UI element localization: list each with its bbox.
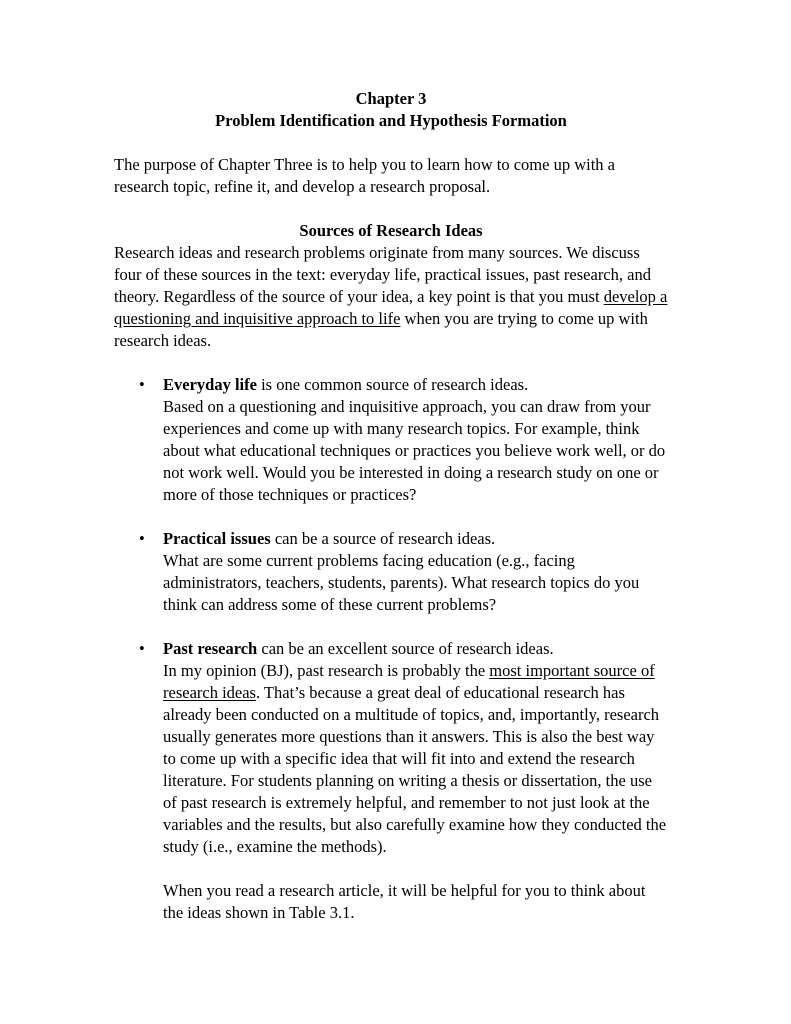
bullet-lead-line [163,374,668,396]
closing-paragraph: When you read a research article, it will be helpful for you to think about the ideas shown in Table 3.1. [163,881,646,922]
spacer-after-title [114,132,668,154]
bullet-lead-line [163,638,668,660]
bullet-body-text: What are some current problems facing education (e.g., facing administrators, teachers, students, parents). What research topics do you think can address some of these current problems? [163,551,640,614]
overview-text-part1: Research ideas and research problems originate from many sources. We discuss four of these sources in the text: everyday life, practical issues, past research, and theory. Regardless of the source of your idea, a key point is that you must [114,243,651,306]
bullet-lead-bold: Past research [163,639,258,658]
bullet-lead-rest: can be an excellent source of research ideas. [257,639,554,658]
chapter-title-line-1: Chapter 3 [355,89,427,108]
document-content [114,88,668,924]
intro-paragraph: The purpose of Chapter Three is to help you to learn how to come up with a research topic, refine it, and develop a research proposal. [114,155,615,196]
chapter-title-line-2: Problem Identification and Hypothesis Formation [215,111,567,130]
bullet-body-part2: . That’s because a great deal of educational research has already been conducted on a multitude of topics, and, importantly, research usually generates more questions than it answers. This is also the best way to come up with a specific idea that will fit into and extend the research literature. For students planning on writing a thesis or dissertation, the use of past research is extremely helpful, and remember to not just look at the variables and the results, but also carefully examine how they conducted the study (i.e., examine the methods). [163,683,667,856]
bullet-body-text: Based on a questioning and inquisitive approach, you can draw from your experiences and come up with many research topics. For example, think about what educational techniques or practices you believe work well, or do not work well. Would you be interested in doing a research study on one or more of those techniques or practices? [163,397,666,504]
list-item [114,638,668,858]
bullet-lead-rest: is one common source of research ideas. [256,375,529,394]
bullet-body-underlined-phrase: most important source of research ideas [163,661,655,702]
bullet-body-text [163,660,668,858]
section-heading-sources: Sources of Research Ideas [299,221,483,240]
bullet-body-part1: In my opinion (BJ), past research is probably the [163,661,490,680]
overview-text-part2: when you are trying to come up with research ideas. [114,309,648,350]
bullet-point-icon: • [139,639,145,658]
list-item [114,374,668,506]
overview-paragraph [114,242,668,352]
spacer-before-bullets [114,352,668,374]
list-item [114,528,668,616]
bullet-lead-bold: Everyday life [163,375,257,394]
chapter-title [114,88,668,132]
bullet-point-icon: • [139,375,145,394]
sources-bullet-list [114,374,668,858]
bullet-point-icon: • [139,529,145,548]
bullet-lead-bold: Practical issues [163,529,271,548]
overview-underlined-phrase: develop a questioning and inquisitive approach to life [114,287,668,328]
spacer-after-intro [114,198,668,220]
bullet-lead-line [163,528,668,550]
bullet-lead-rest: can be a source of research ideas. [270,529,496,548]
